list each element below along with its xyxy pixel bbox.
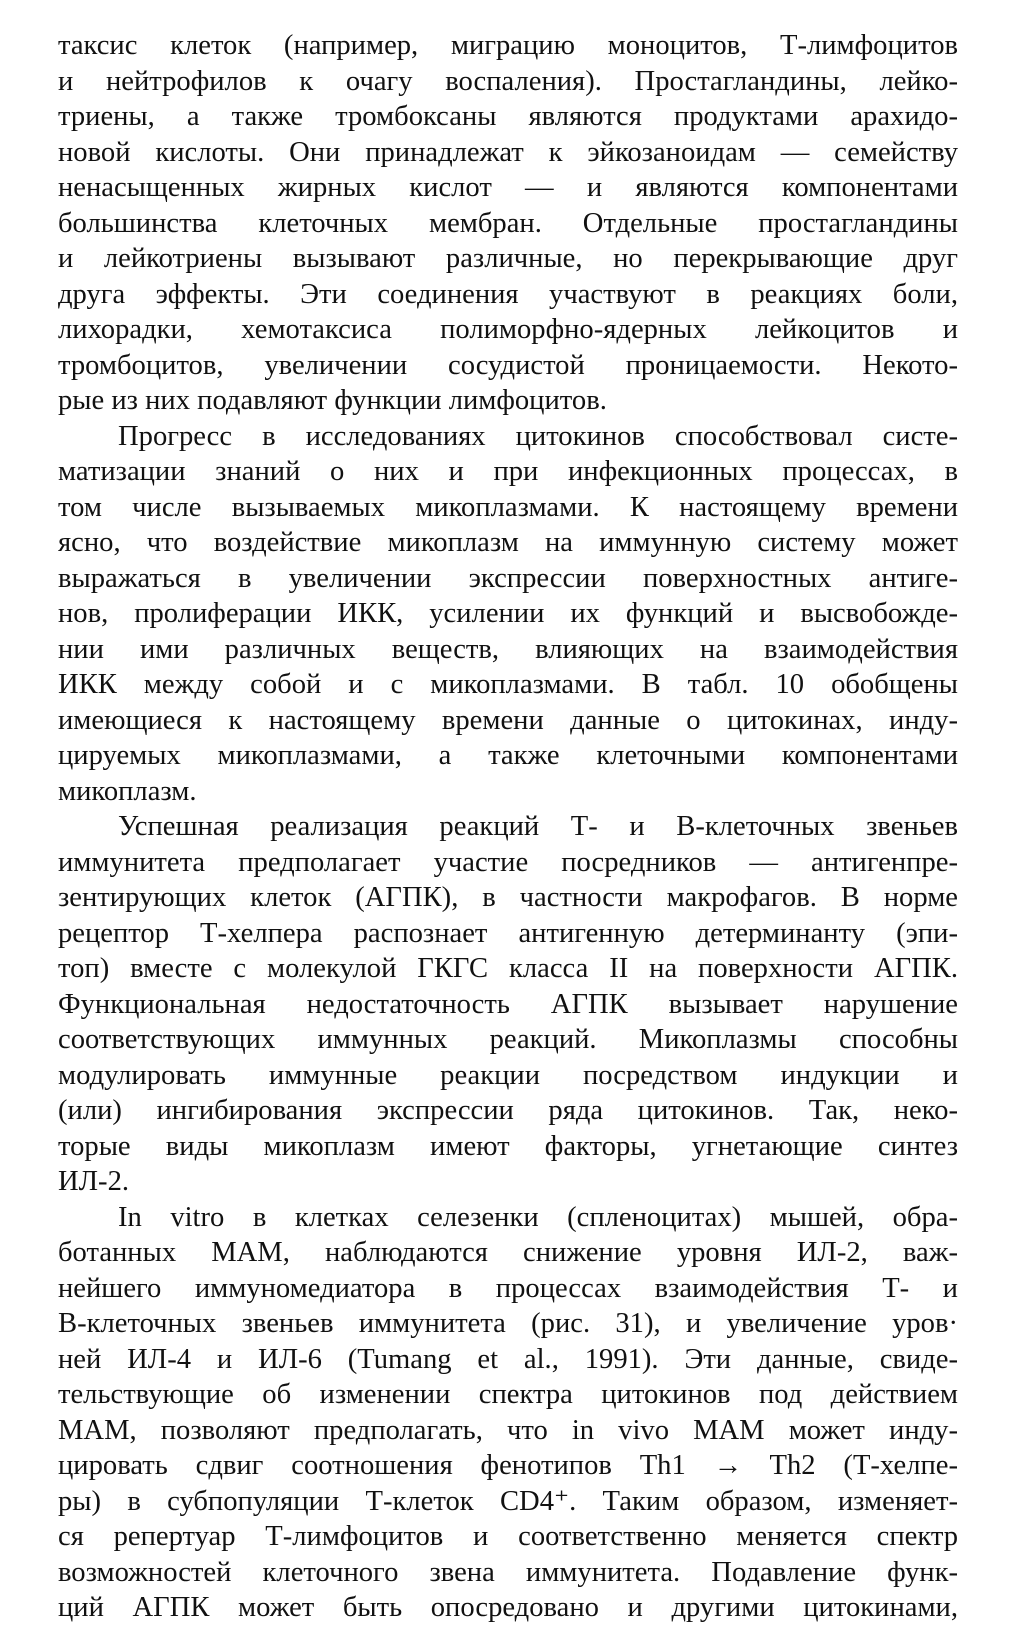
text-line: лихорадки, хемотаксиса полиморфно-ядерных лейкоцитов и <box>58 314 958 345</box>
paragraph <box>58 809 958 1200</box>
text-line: микоплазм. <box>58 775 197 807</box>
text-line: цировать сдвиг соотношения фенотипов Th1 → Th2 (Т-хелпе- <box>58 1450 958 1481</box>
text-line: возможностей клеточного звена иммунитета. Подавление функ- <box>58 1556 958 1588</box>
text-line: МАМ, позволяют предполагать, что in vivo МАМ может инду- <box>58 1414 958 1446</box>
text-line: иммунитета предполагает участие посредников — антигенпре- <box>58 846 958 878</box>
text-line: топ) вместе с молекулой ГКГС класса II на поверхности АГПК. <box>58 953 958 984</box>
text-line: матизации знаний о них и при инфекционных процессах, в <box>58 456 958 487</box>
text-line: соответствующих иммунных реакций. Микоплазмы способны <box>58 1024 958 1055</box>
text-line: зентирующих клеток (АГПК), в частности макрофагов. В норме <box>58 882 958 913</box>
text-line: том числе вызываемых микоплазмами. К настоящему времени <box>58 491 958 523</box>
text-line: и лейкотриены вызывают различные, но перекрывающие друг <box>58 243 958 274</box>
text-line: ций АГПК может быть опосредовано и другими цитокинами, <box>58 1592 958 1623</box>
text-line: и нейтрофилов к очагу воспаления). Простагландины, лейко- <box>58 65 958 97</box>
text-line: тельствующие об изменении спектра цитокинов под действием <box>58 1379 958 1410</box>
text-line: ненасыщенных жирных кислот — и являются компонентами <box>58 172 958 203</box>
text-line: Функциональная недостаточность АГПК вызывает нарушение <box>58 988 958 1020</box>
text-line: триены, а также тромбоксаны являются продуктами арахидо- <box>58 101 958 132</box>
text-line: новой кислоты. Они принадлежат к эйкозаноидам — семейству <box>58 136 958 168</box>
text-line: ИЛ-2. <box>58 1166 130 1197</box>
text-line: имеющиеся к настоящему времени данные о цитокинах, инду- <box>58 704 958 736</box>
text-line: цируемых микоплазмами, а также клеточными компонентами <box>58 740 958 771</box>
text-line: выражаться в увеличении экспрессии поверхностных антиге- <box>58 562 958 594</box>
paragraph <box>58 419 958 810</box>
text-line: модулировать иммунные реакции посредством индукции и <box>58 1059 958 1091</box>
text-line: ся репертуар Т-лимфоцитов и соответственно меняется спектр <box>58 1521 958 1552</box>
text-line: ботанных МАМ, наблюдаются снижение уровня ИЛ-2, важ- <box>58 1237 958 1268</box>
text-line: В-клеточных звеньев иммунитета (рис. 31), и увеличение уров· <box>58 1308 958 1339</box>
text-line: Успешная реализация реакций Т- и В-клеточных звеньев <box>118 811 958 842</box>
paragraph <box>58 28 958 419</box>
text-line: рые из них подавляют функции лимфоцитов. <box>58 385 607 416</box>
text-line: ры) в субпопуляции Т-клеток CD4⁺. Таким образом, изменяет- <box>58 1485 958 1517</box>
text-line: нейшего иммуномедиатора в процессах взаимодействия Т- и <box>58 1272 958 1304</box>
text-line: нии ими различных веществ, влияющих на взаимодействия <box>58 633 958 665</box>
text-line: тромбоцитов, увеличении сосудистой проницаемости. Некото- <box>58 349 958 381</box>
text-line: ней ИЛ-4 и ИЛ-6 (Tumang et al., 1991). Эти данные, свиде- <box>58 1343 958 1375</box>
text-line: ясно, что воздействие микоплазм на иммунную систему может <box>58 527 958 558</box>
text-line: друга эффекты. Эти соединения участвуют в реакциях боли, <box>58 278 958 310</box>
text-line: In vitro в клетках селезенки (спленоцитах) мышей, обра- <box>118 1201 958 1233</box>
body-text <box>58 28 958 1626</box>
text-line: таксис клеток (например, миграцию моноцитов, Т-лимфоцитов <box>58 30 958 61</box>
paragraph <box>58 1200 958 1626</box>
text-line: большинства клеточных мембран. Отдельные простагландины <box>58 207 958 239</box>
text-line: торые виды микоплазм имеют факторы, угнетающие синтез <box>58 1130 958 1162</box>
text-line: ИКК между собой и с микоплазмами. В табл. 10 обобщены <box>58 669 958 700</box>
text-line: нов, пролиферации ИКК, усилении их функций и высвобожде- <box>58 598 958 629</box>
text-line: (или) ингибирования экспрессии ряда цитокинов. Так, неко- <box>58 1095 958 1126</box>
text-line: Прогресс в исследованиях цитокинов способствовал систе- <box>118 420 958 452</box>
text-line: рецептор Т-хелпера распознает антигенную детерминанту (эпи- <box>58 917 958 949</box>
